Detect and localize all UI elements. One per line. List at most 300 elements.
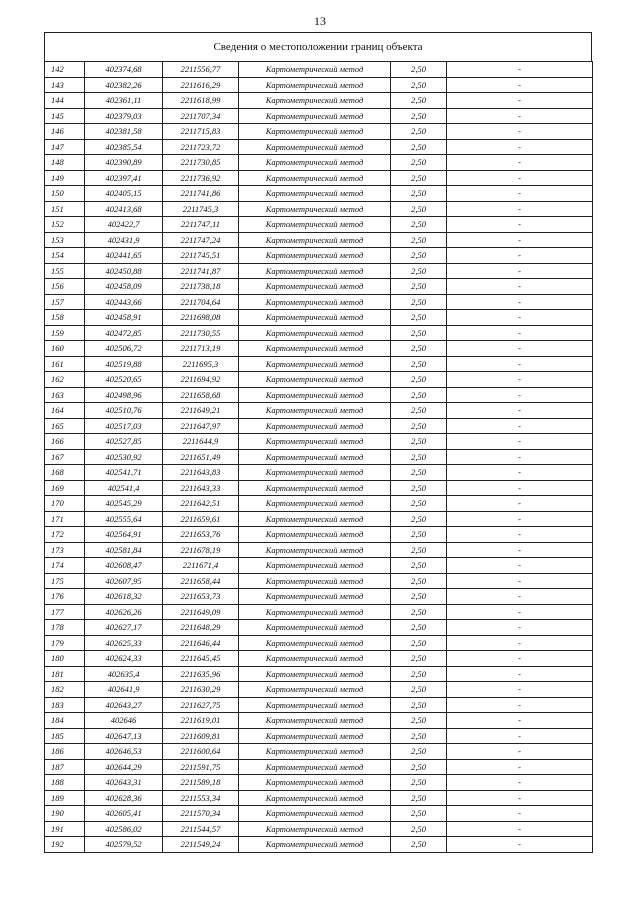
cell-description: - (447, 620, 593, 636)
cell-precision: 2,50 (391, 217, 447, 233)
cell-method: Картометрический метод (239, 248, 391, 264)
cell-coord-x: 402579,52 (85, 837, 163, 853)
cell-description: - (447, 713, 593, 729)
cell-point-number: 147 (45, 139, 85, 155)
cell-coord-x: 402624,33 (85, 651, 163, 667)
cell-description: - (447, 201, 593, 217)
cell-precision: 2,50 (391, 728, 447, 744)
cell-description: - (447, 418, 593, 434)
cell-coord-y: 2211649,09 (163, 604, 239, 620)
cell-method: Картометрический метод (239, 325, 391, 341)
cell-coord-y: 2211704,64 (163, 294, 239, 310)
cell-coord-x: 402390,89 (85, 155, 163, 171)
cell-description: - (447, 77, 593, 93)
cell-description: - (447, 403, 593, 419)
table-row (45, 775, 593, 791)
cell-precision: 2,50 (391, 201, 447, 217)
table-row (45, 186, 593, 202)
cell-description: - (447, 821, 593, 837)
cell-coord-x: 402564,91 (85, 527, 163, 543)
table-row (45, 728, 593, 744)
cell-precision: 2,50 (391, 480, 447, 496)
cell-precision: 2,50 (391, 744, 447, 760)
cell-method: Картометрический метод (239, 465, 391, 481)
cell-precision: 2,50 (391, 837, 447, 853)
cell-precision: 2,50 (391, 496, 447, 512)
cell-coord-y: 2211730,85 (163, 155, 239, 171)
table-row (45, 697, 593, 713)
cell-point-number: 160 (45, 341, 85, 357)
table-row (45, 666, 593, 682)
cell-coord-y: 2211553,34 (163, 790, 239, 806)
cell-precision: 2,50 (391, 108, 447, 124)
cell-method: Картометрический метод (239, 790, 391, 806)
table-row (45, 124, 593, 140)
cell-method: Картометрический метод (239, 759, 391, 775)
cell-description: - (447, 170, 593, 186)
cell-point-number: 182 (45, 682, 85, 698)
cell-method: Картометрический метод (239, 403, 391, 419)
cell-point-number: 145 (45, 108, 85, 124)
cell-description: - (447, 651, 593, 667)
cell-coord-x: 402450,88 (85, 263, 163, 279)
cell-description: - (447, 232, 593, 248)
cell-point-number: 165 (45, 418, 85, 434)
cell-method: Картометрический метод (239, 728, 391, 744)
cell-coord-y: 2211647,97 (163, 418, 239, 434)
table-row (45, 635, 593, 651)
cell-description: - (447, 139, 593, 155)
cell-point-number: 176 (45, 589, 85, 605)
cell-point-number: 186 (45, 744, 85, 760)
table-row (45, 77, 593, 93)
cell-point-number: 174 (45, 558, 85, 574)
cell-precision: 2,50 (391, 403, 447, 419)
cell-coord-x: 402643,31 (85, 775, 163, 791)
cell-precision: 2,50 (391, 77, 447, 93)
cell-coord-y: 2211591,75 (163, 759, 239, 775)
cell-coord-y: 2211549,24 (163, 837, 239, 853)
table-row (45, 310, 593, 326)
table-row (45, 108, 593, 124)
cell-description: - (447, 837, 593, 853)
table-row (45, 542, 593, 558)
cell-coord-y: 2211698,08 (163, 310, 239, 326)
table-row (45, 806, 593, 822)
table-row (45, 511, 593, 527)
table-row (45, 201, 593, 217)
table-title: Сведения о местоположении границ объекта (44, 32, 592, 61)
cell-coord-y: 2211619,01 (163, 713, 239, 729)
cell-description: - (447, 573, 593, 589)
cell-coord-y: 2211651,49 (163, 449, 239, 465)
cell-method: Картометрический метод (239, 201, 391, 217)
cell-coord-y: 2211694,92 (163, 372, 239, 388)
table-row (45, 558, 593, 574)
cell-coord-y: 2211678,19 (163, 542, 239, 558)
cell-point-number: 192 (45, 837, 85, 853)
cell-coord-x: 402628,36 (85, 790, 163, 806)
cell-description: - (447, 558, 593, 574)
cell-point-number: 184 (45, 713, 85, 729)
cell-precision: 2,50 (391, 124, 447, 140)
cell-description: - (447, 790, 593, 806)
cell-description: - (447, 511, 593, 527)
cell-method: Картометрический метод (239, 124, 391, 140)
cell-precision: 2,50 (391, 186, 447, 202)
cell-coord-y: 2211643,33 (163, 480, 239, 496)
cell-precision: 2,50 (391, 573, 447, 589)
cell-method: Картометрический метод (239, 775, 391, 791)
table-row (45, 232, 593, 248)
cell-point-number: 172 (45, 527, 85, 543)
cell-coord-y: 2211645,45 (163, 651, 239, 667)
cell-coord-y: 2211589,18 (163, 775, 239, 791)
table-row (45, 480, 593, 496)
cell-point-number: 158 (45, 310, 85, 326)
table-row (45, 790, 593, 806)
table-row (45, 62, 593, 78)
cell-method: Картометрический метод (239, 666, 391, 682)
cell-precision: 2,50 (391, 62, 447, 78)
cell-coord-x: 402381,58 (85, 124, 163, 140)
cell-precision: 2,50 (391, 821, 447, 837)
cell-coord-y: 2211745,51 (163, 248, 239, 264)
cell-coord-y: 2211630,29 (163, 682, 239, 698)
cell-point-number: 188 (45, 775, 85, 791)
table-row (45, 279, 593, 295)
table-row (45, 356, 593, 372)
cell-method: Картометрический метод (239, 232, 391, 248)
cell-precision: 2,50 (391, 310, 447, 326)
cell-coord-x: 402443,66 (85, 294, 163, 310)
cell-method: Картометрический метод (239, 186, 391, 202)
cell-precision: 2,50 (391, 511, 447, 527)
cell-coord-x: 402517,03 (85, 418, 163, 434)
cell-coord-x: 402379,03 (85, 108, 163, 124)
cell-description: - (447, 697, 593, 713)
cell-precision: 2,50 (391, 279, 447, 295)
cell-point-number: 148 (45, 155, 85, 171)
cell-method: Картометрический метод (239, 155, 391, 171)
cell-coord-y: 2211747,11 (163, 217, 239, 233)
cell-coord-x: 402545,29 (85, 496, 163, 512)
cell-precision: 2,50 (391, 248, 447, 264)
cell-precision: 2,50 (391, 542, 447, 558)
cell-description: - (447, 666, 593, 682)
cell-method: Картометрический метод (239, 635, 391, 651)
cell-point-number: 187 (45, 759, 85, 775)
cell-method: Картометрический метод (239, 480, 391, 496)
cell-precision: 2,50 (391, 449, 447, 465)
cell-precision: 2,50 (391, 263, 447, 279)
table-row (45, 217, 593, 233)
page-number: 13 (314, 14, 326, 28)
cell-method: Картометрический метод (239, 310, 391, 326)
cell-method: Картометрический метод (239, 387, 391, 403)
cell-point-number: 167 (45, 449, 85, 465)
cell-description: - (447, 341, 593, 357)
cell-point-number: 189 (45, 790, 85, 806)
table-row (45, 527, 593, 543)
cell-description: - (447, 744, 593, 760)
table-row (45, 418, 593, 434)
cell-method: Картометрический метод (239, 170, 391, 186)
cell-point-number: 149 (45, 170, 85, 186)
cell-coord-y: 2211643,83 (163, 465, 239, 481)
cell-coord-y: 2211747,24 (163, 232, 239, 248)
cell-precision: 2,50 (391, 356, 447, 372)
table-row (45, 465, 593, 481)
cell-point-number: 173 (45, 542, 85, 558)
cell-point-number: 153 (45, 232, 85, 248)
cell-point-number: 175 (45, 573, 85, 589)
cell-precision: 2,50 (391, 170, 447, 186)
cell-coord-x: 402541,71 (85, 465, 163, 481)
table-row (45, 170, 593, 186)
cell-coord-y: 2211707,34 (163, 108, 239, 124)
table-row (45, 325, 593, 341)
cell-method: Картометрический метод (239, 604, 391, 620)
cell-precision: 2,50 (391, 341, 447, 357)
cell-coord-x: 402506,72 (85, 341, 163, 357)
cell-description: - (447, 449, 593, 465)
cell-coord-y: 2211715,83 (163, 124, 239, 140)
cell-description: - (447, 542, 593, 558)
cell-description: - (447, 263, 593, 279)
cell-precision: 2,50 (391, 93, 447, 109)
cell-description: - (447, 465, 593, 481)
cell-coord-x: 402441,65 (85, 248, 163, 264)
cell-coord-y: 2211671,4 (163, 558, 239, 574)
cell-coord-x: 402581,84 (85, 542, 163, 558)
cell-precision: 2,50 (391, 387, 447, 403)
cell-coord-y: 2211646,44 (163, 635, 239, 651)
table-row (45, 589, 593, 605)
cell-description: - (447, 248, 593, 264)
cell-precision: 2,50 (391, 620, 447, 636)
cell-description: - (447, 480, 593, 496)
table-row (45, 155, 593, 171)
table-row (45, 620, 593, 636)
table-row (45, 263, 593, 279)
cell-description: - (447, 372, 593, 388)
cell-coord-y: 2211730,55 (163, 325, 239, 341)
cell-point-number: 164 (45, 403, 85, 419)
table-row (45, 821, 593, 837)
cell-coord-y: 2211723,72 (163, 139, 239, 155)
cell-precision: 2,50 (391, 527, 447, 543)
cell-coord-y: 2211658,44 (163, 573, 239, 589)
cell-method: Картометрический метод (239, 697, 391, 713)
cell-coord-x: 402641,9 (85, 682, 163, 698)
table-row (45, 651, 593, 667)
cell-point-number: 168 (45, 465, 85, 481)
cell-method: Картометрический метод (239, 651, 391, 667)
cell-precision: 2,50 (391, 155, 447, 171)
cell-point-number: 180 (45, 651, 85, 667)
cell-precision: 2,50 (391, 604, 447, 620)
cell-precision: 2,50 (391, 418, 447, 434)
cell-point-number: 143 (45, 77, 85, 93)
cell-coord-x: 402431,9 (85, 232, 163, 248)
cell-coord-y: 2211618,99 (163, 93, 239, 109)
cell-description: - (447, 589, 593, 605)
cell-method: Картометрический метод (239, 418, 391, 434)
cell-coord-x: 402397,41 (85, 170, 163, 186)
table-row (45, 372, 593, 388)
cell-precision: 2,50 (391, 325, 447, 341)
cell-method: Картометрический метод (239, 837, 391, 853)
cell-method: Картометрический метод (239, 511, 391, 527)
cell-point-number: 181 (45, 666, 85, 682)
cell-precision: 2,50 (391, 465, 447, 481)
cell-coord-y: 2211653,73 (163, 589, 239, 605)
cell-description: - (447, 310, 593, 326)
table-row (45, 449, 593, 465)
cell-method: Картометрический метод (239, 744, 391, 760)
cell-description: - (447, 325, 593, 341)
cell-coord-y: 2211600,64 (163, 744, 239, 760)
cell-description: - (447, 806, 593, 822)
cell-description: - (447, 387, 593, 403)
cell-method: Картометрический метод (239, 341, 391, 357)
cell-point-number: 161 (45, 356, 85, 372)
cell-coord-x: 402385,54 (85, 139, 163, 155)
cell-method: Картометрический метод (239, 263, 391, 279)
cell-precision: 2,50 (391, 232, 447, 248)
cell-coord-x: 402520,65 (85, 372, 163, 388)
cell-description: - (447, 108, 593, 124)
cell-coord-x: 402607,95 (85, 573, 163, 589)
cell-method: Картометрический метод (239, 217, 391, 233)
table-row (45, 403, 593, 419)
cell-point-number: 146 (45, 124, 85, 140)
cell-coord-x: 402626,26 (85, 604, 163, 620)
cell-coord-x: 402605,41 (85, 806, 163, 822)
cell-coord-y: 2211736,92 (163, 170, 239, 186)
cell-point-number: 142 (45, 62, 85, 78)
boundary-table-sheet (44, 32, 592, 853)
cell-coord-x: 402405,15 (85, 186, 163, 202)
table-row (45, 744, 593, 760)
cell-precision: 2,50 (391, 697, 447, 713)
cell-coord-y: 2211635,96 (163, 666, 239, 682)
cell-coord-x: 402382,26 (85, 77, 163, 93)
cell-precision: 2,50 (391, 666, 447, 682)
cell-coord-x: 402643,27 (85, 697, 163, 713)
cell-coord-y: 2211741,87 (163, 263, 239, 279)
cell-coord-y: 2211658,68 (163, 387, 239, 403)
cell-method: Картометрический метод (239, 558, 391, 574)
cell-description: - (447, 124, 593, 140)
cell-coord-y: 2211616,29 (163, 77, 239, 93)
cell-coord-x: 402647,13 (85, 728, 163, 744)
cell-point-number: 151 (45, 201, 85, 217)
cell-coord-x: 402625,33 (85, 635, 163, 651)
cell-precision: 2,50 (391, 775, 447, 791)
cell-coord-x: 402374,68 (85, 62, 163, 78)
cell-coord-y: 2211649,21 (163, 403, 239, 419)
cell-precision: 2,50 (391, 372, 447, 388)
cell-coord-y: 2211713,19 (163, 341, 239, 357)
cell-method: Картометрический метод (239, 527, 391, 543)
cell-coord-y: 2211627,75 (163, 697, 239, 713)
table-row (45, 434, 593, 450)
cell-method: Картометрический метод (239, 682, 391, 698)
cell-description: - (447, 217, 593, 233)
cell-coord-x: 402530,92 (85, 449, 163, 465)
cell-coord-x: 402422,7 (85, 217, 163, 233)
boundary-points-table (44, 61, 593, 853)
cell-coord-x: 402458,91 (85, 310, 163, 326)
cell-point-number: 162 (45, 372, 85, 388)
cell-point-number: 169 (45, 480, 85, 496)
table-row (45, 604, 593, 620)
cell-method: Картометрический метод (239, 108, 391, 124)
cell-method: Картометрический метод (239, 542, 391, 558)
table-row (45, 387, 593, 403)
cell-coord-x: 402646 (85, 713, 163, 729)
cell-method: Картометрический метод (239, 294, 391, 310)
table-row (45, 139, 593, 155)
cell-point-number: 152 (45, 217, 85, 233)
cell-point-number: 178 (45, 620, 85, 636)
cell-point-number: 155 (45, 263, 85, 279)
cell-coord-x: 402627,17 (85, 620, 163, 636)
cell-coord-y: 2211745,3 (163, 201, 239, 217)
cell-precision: 2,50 (391, 651, 447, 667)
cell-coord-x: 402586,02 (85, 821, 163, 837)
cell-point-number: 150 (45, 186, 85, 202)
cell-coord-x: 402618,32 (85, 589, 163, 605)
cell-description: - (447, 775, 593, 791)
cell-description: - (447, 635, 593, 651)
cell-coord-x: 402413,68 (85, 201, 163, 217)
table-row (45, 341, 593, 357)
cell-precision: 2,50 (391, 139, 447, 155)
cell-method: Картометрический метод (239, 573, 391, 589)
cell-precision: 2,50 (391, 806, 447, 822)
cell-point-number: 157 (45, 294, 85, 310)
cell-coord-y: 2211648,29 (163, 620, 239, 636)
cell-point-number: 144 (45, 93, 85, 109)
table-row (45, 496, 593, 512)
cell-coord-y: 2211642,51 (163, 496, 239, 512)
cell-precision: 2,50 (391, 434, 447, 450)
cell-point-number: 179 (45, 635, 85, 651)
cell-precision: 2,50 (391, 589, 447, 605)
cell-precision: 2,50 (391, 558, 447, 574)
cell-method: Картометрический метод (239, 434, 391, 450)
cell-description: - (447, 356, 593, 372)
cell-point-number: 154 (45, 248, 85, 264)
cell-coord-y: 2211556,77 (163, 62, 239, 78)
cell-point-number: 185 (45, 728, 85, 744)
cell-description: - (447, 186, 593, 202)
cell-method: Картометрический метод (239, 93, 391, 109)
cell-method: Картометрический метод (239, 77, 391, 93)
cell-method: Картометрический метод (239, 139, 391, 155)
table-row (45, 248, 593, 264)
cell-point-number: 166 (45, 434, 85, 450)
cell-description: - (447, 62, 593, 78)
cell-coord-x: 402541,4 (85, 480, 163, 496)
cell-coord-x: 402472,85 (85, 325, 163, 341)
cell-point-number: 170 (45, 496, 85, 512)
cell-coord-y: 2211609,81 (163, 728, 239, 744)
cell-precision: 2,50 (391, 713, 447, 729)
